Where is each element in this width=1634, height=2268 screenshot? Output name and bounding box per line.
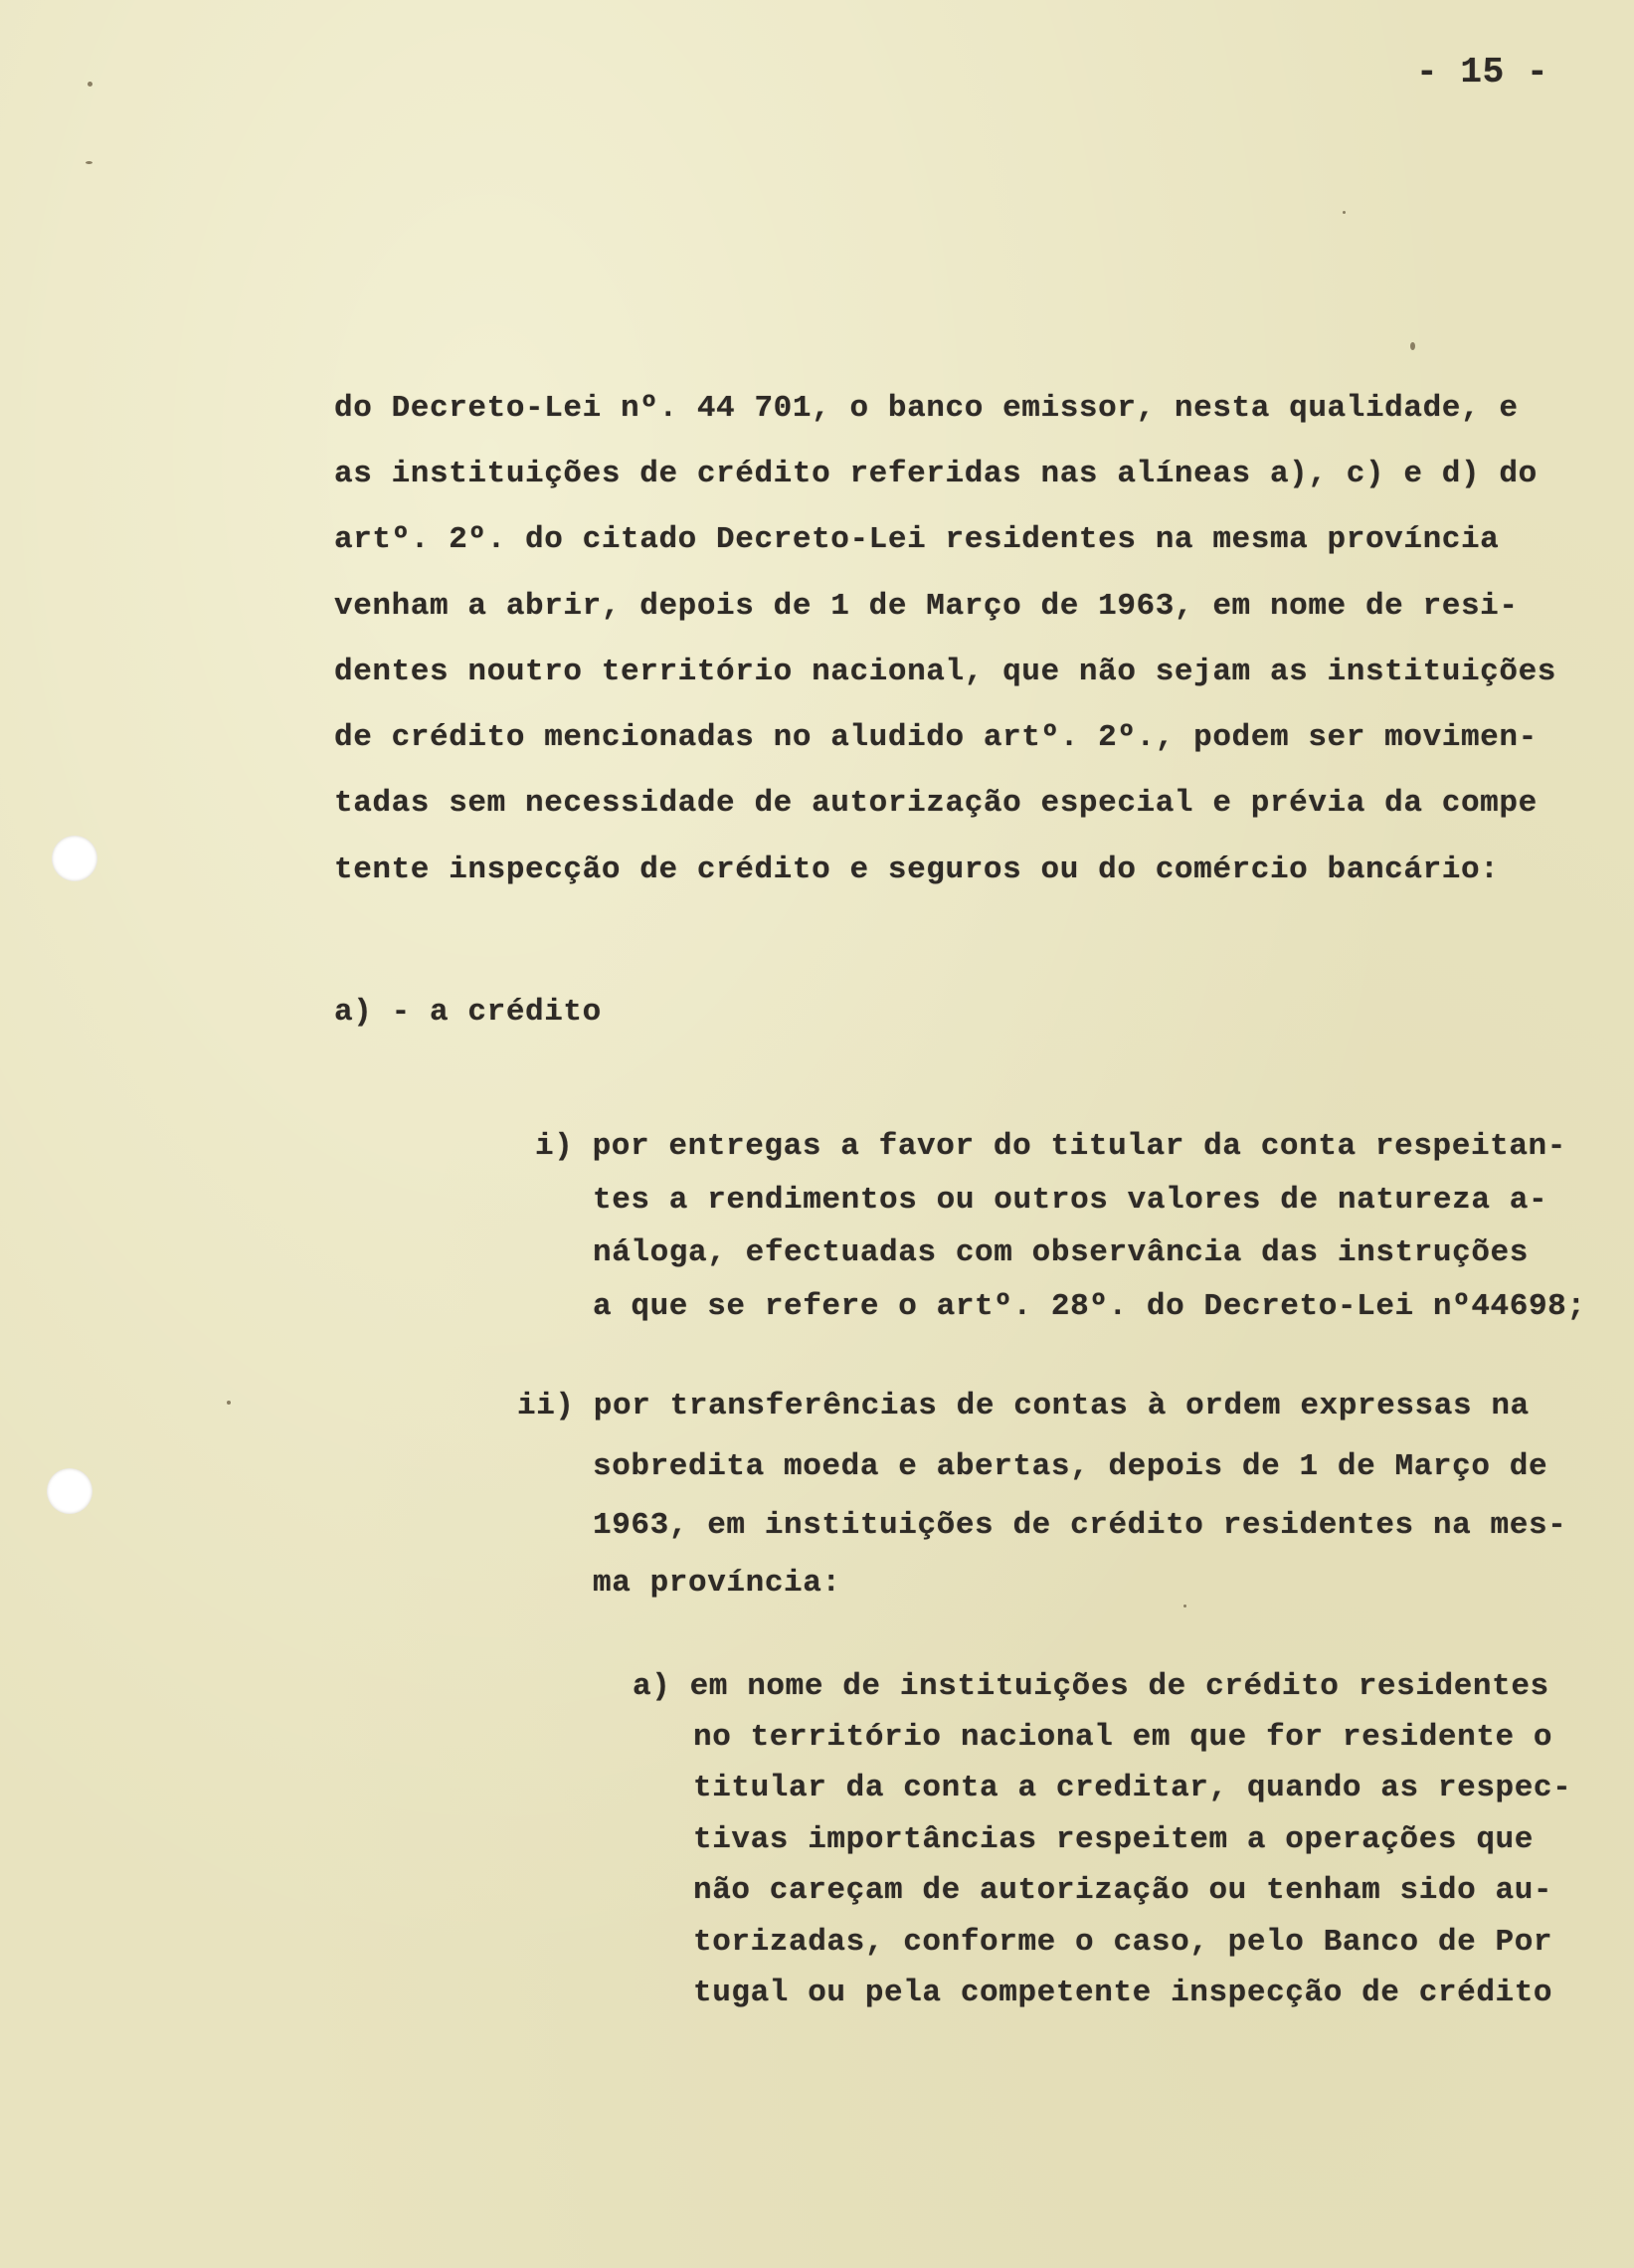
paper-speck xyxy=(1183,1605,1186,1607)
item-ii-line: ii) por transferências de contas à ordem expressas na xyxy=(517,1389,1530,1423)
punch-hole xyxy=(52,836,97,881)
item-ii-line: sobredita moeda e abertas, depois de 1 de Março de xyxy=(593,1449,1548,1484)
item-ii-line: ma província: xyxy=(593,1566,841,1601)
paragraph-line: tente inspecção de crédito e seguros ou do comércio bancário: xyxy=(334,852,1500,887)
section-heading-a: a) - a crédito xyxy=(334,995,602,1030)
sub-item-a-line: tugal ou pela competente inspecção de crédito xyxy=(693,1976,1553,2010)
paragraph-line: tadas sem necessidade de autorização especial e prévia da compe xyxy=(334,786,1538,821)
paper-speck xyxy=(88,82,92,87)
paragraph-line: as instituições de crédito referidas nas alíneas a), c) e d) do xyxy=(334,457,1538,491)
paper-speck xyxy=(86,161,92,164)
paragraph-line: venham a abrir, depois de 1 de Março de 1963, em nome de resi- xyxy=(334,589,1519,624)
sub-item-a-line: tivas importâncias respeitem a operações que xyxy=(693,1822,1534,1857)
paper-speck xyxy=(227,1401,231,1405)
page-number: - 15 - xyxy=(1416,52,1549,93)
sub-item-a-line: a) em nome de instituições de crédito residentes xyxy=(633,1669,1549,1704)
sub-item-a-line: titular da conta a creditar, quando as respec- xyxy=(693,1771,1572,1805)
item-i-line: náloga, efectuadas com observância das instruções xyxy=(593,1235,1529,1270)
paragraph-line: artº. 2º. do citado Decreto-Lei residentes na mesma província xyxy=(334,522,1500,557)
paragraph-line: do Decreto-Lei nº. 44 701, o banco emissor, nesta qualidade, e xyxy=(334,391,1519,426)
paper-speck xyxy=(1410,342,1415,350)
item-i-line: a que se refere o artº. 28º. do Decreto-Lei nº44698; xyxy=(593,1289,1586,1324)
item-ii-line: 1963, em instituições de crédito residentes na mes- xyxy=(593,1508,1567,1543)
sub-item-a-line: não careçam de autorização ou tenham sido au- xyxy=(693,1873,1553,1908)
item-i-line: tes a rendimentos ou outros valores de natureza a- xyxy=(593,1183,1548,1218)
paragraph-line: dentes noutro território nacional, que não sejam as instituições xyxy=(334,655,1556,689)
punch-hole xyxy=(47,1468,92,1514)
sub-item-a-line: torizadas, conforme o caso, pelo Banco de Por xyxy=(693,1925,1553,1960)
item-i-line: i) por entregas a favor do titular da conta respeitan- xyxy=(535,1129,1566,1164)
paragraph-line: de crédito mencionadas no aludido artº. 2º., podem ser movimen- xyxy=(334,720,1538,755)
paper-speck xyxy=(1343,211,1346,214)
sub-item-a-line: no território nacional em que for residente o xyxy=(693,1720,1553,1755)
